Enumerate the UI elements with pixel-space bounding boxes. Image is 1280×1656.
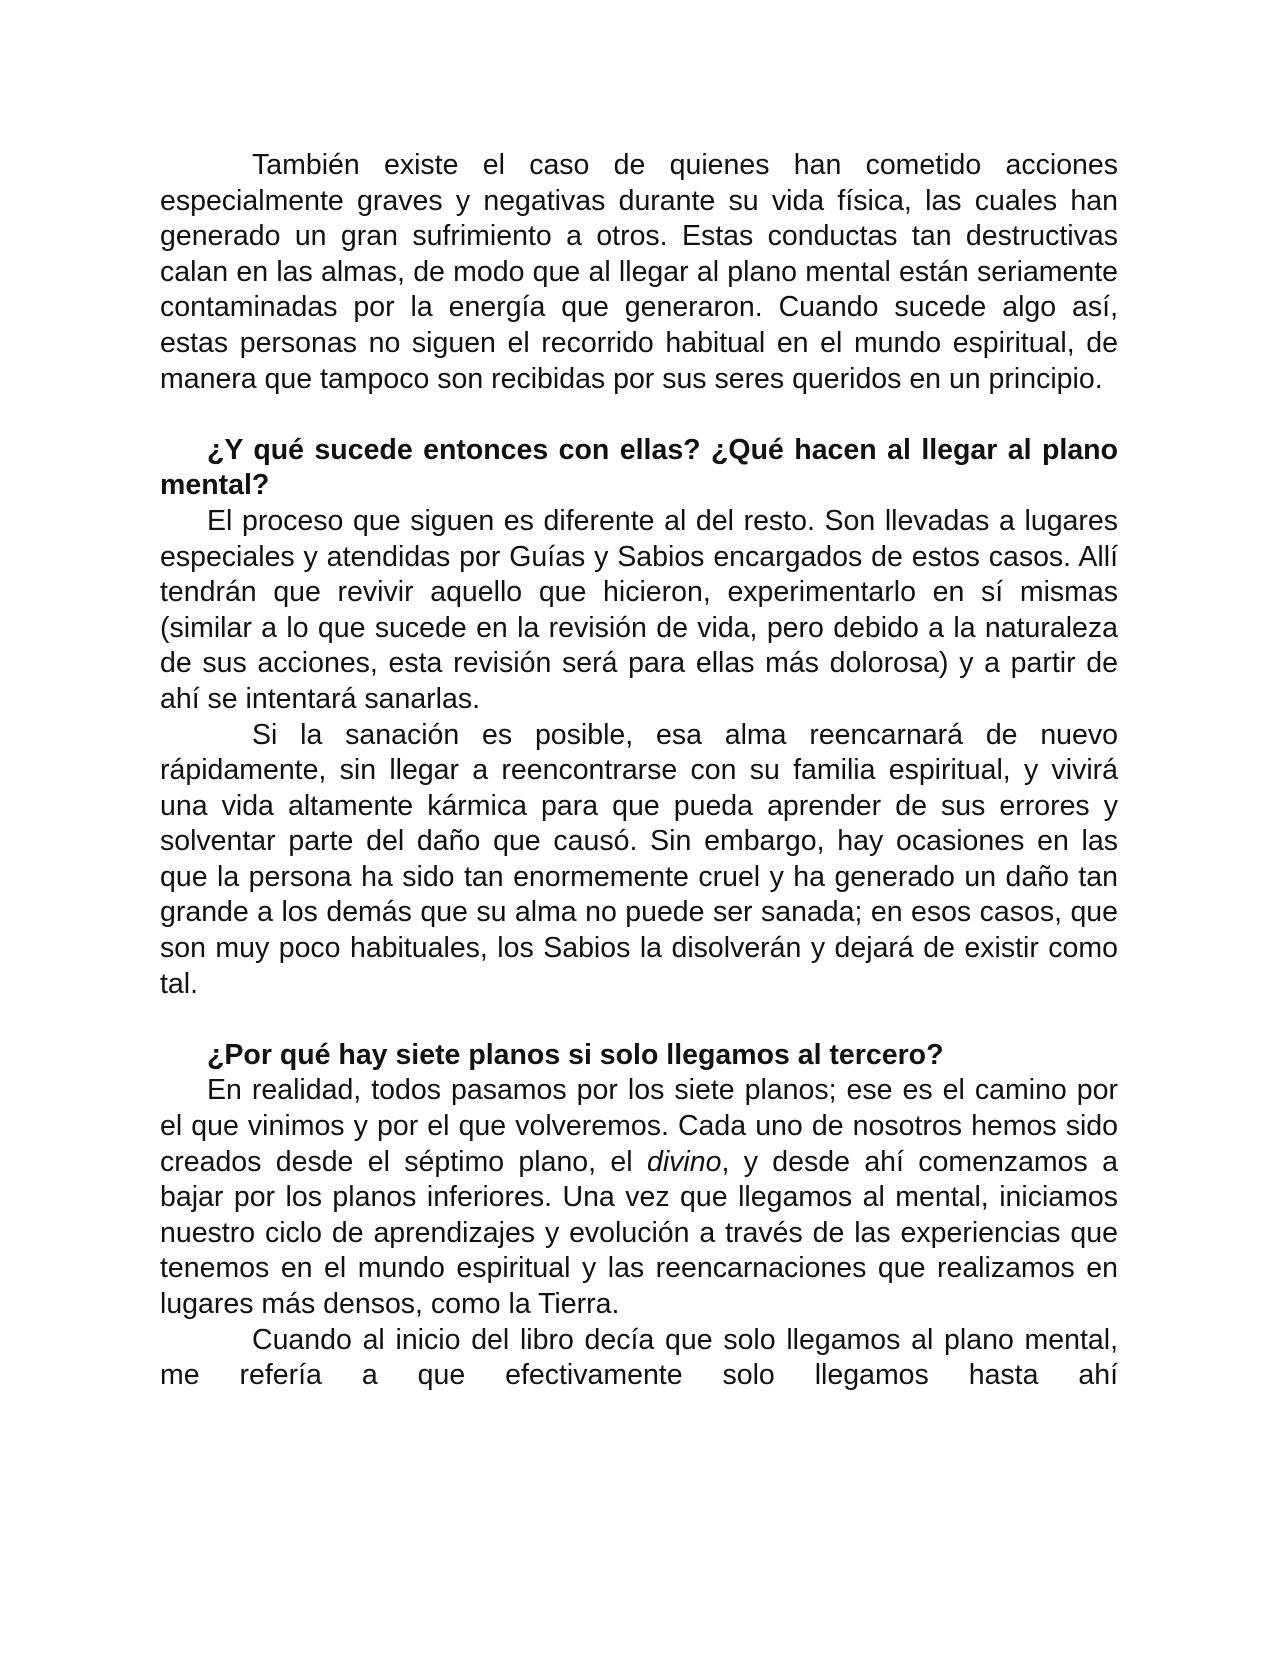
paragraph-book-start: Cuando al inicio del libro decía que solo llegamos al plano mental, me refería a que efectivamente solo llegamos hasta ahí — [160, 1323, 1118, 1392]
paragraph-healing: Si la sanación es posible, esa alma reencarnará de nuevo rápidamente, sin llegar a reencontrarse con su familia espiritual, y vivirá una vida altamente kármica para que pueda aprender de sus errores y solventar parte del daño que causó. Sin embargo, hay ocasiones en las que la persona ha sido tan enormemente cruel y ha generado un daño tan grande a los demás que su alma no puede ser sanada; en esos casos, que son muy poco habituales, los Sabios la disolverán y dejará de existir como tal. — [160, 718, 1118, 1000]
document-page — [160, 148, 1118, 1394]
paragraph-seven-planes — [160, 1073, 1118, 1322]
question-heading-seven-planes: ¿Por qué hay siete planos si solo llegamos al tercero? — [207, 1038, 944, 1071]
question-heading-what-happens: ¿Y qué sucede entonces con ellas? ¿Qué hacen al llegar al plano mental? — [160, 433, 1118, 502]
paragraph-seven-planes-part-1: En realidad, todos pasamos por los siete planos; ese es el camino por el que vinimos y por el que volveremos. Cada uno de nosotros hemos sido creados desde el séptimo plano, el — [160, 1074, 1118, 1178]
paragraph-grave-actions: También existe el caso de quienes han cometido acciones especialmente graves y negativas durante su vida física, las cuales han generado un gran sufrimiento a otros. Estas conductas tan destructivas calan en las almas, de modo que al llegar al plano mental están seriamente contaminadas por la energía que generaron. Cuando sucede algo así, estas personas no siguen el recorrido habitual en el mundo espiritual, de manera que tampoco son recibidas por sus seres queridos en un principio. — [160, 149, 1118, 395]
paragraph-gap — [160, 397, 1118, 433]
paragraph-gap — [160, 1002, 1118, 1038]
divine-emphasis: divino — [646, 1145, 722, 1178]
paragraph-seven-planes-part-2: , y desde ahí comenzamos a bajar por los planos inferiores. Una vez que llegamos al mental, iniciamos nuestro ciclo de aprendizajes y evolución a través de las experiencias que tenemos en el mundo espiritual y las reencarnaciones que realizamos en lugares más densos, como la Tierra. — [160, 1145, 1118, 1320]
paragraph-process: El proceso que siguen es diferente al del resto. Son llevadas a lugares especiales y atendidas por Guías y Sabios encargados de estos casos. Allí tendrán que revivir aquello que hicieron, experimentarlo en sí mismas (similar a lo que sucede en la revisión de vida, pero debido a la naturaleza de sus acciones, esta revisión será para ellas más dolorosa) y a partir de ahí se intentará sanarlas. — [160, 504, 1118, 715]
